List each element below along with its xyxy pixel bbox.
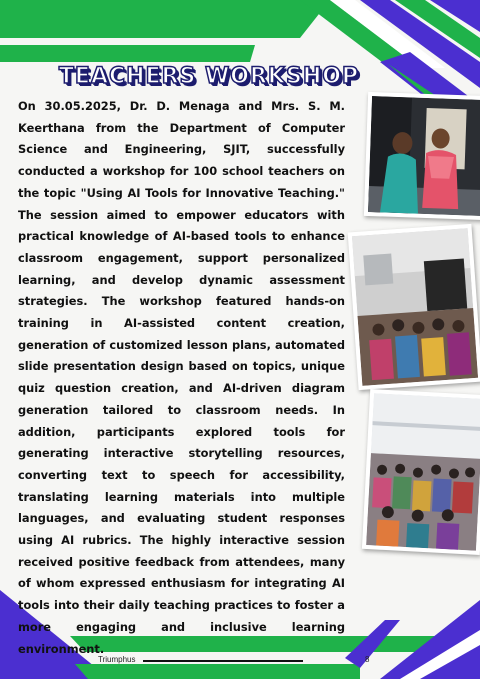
top-green-band bbox=[0, 0, 330, 38]
page-title: TEACHERS WORKSHOP bbox=[58, 64, 360, 89]
top-green-band-lower bbox=[0, 45, 255, 62]
bottom-green-strip bbox=[75, 664, 360, 679]
photo-audience bbox=[362, 389, 480, 555]
article-body: On 30.05.2025, Dr. D. Menaga and Mrs. S. M. Keerthana from the Department of Computer Science and Engineering, SJIT, successfully conducted a workshop for 100 school teachers on the topic "Using AI Tools for Innovative Teaching." The session aimed to empower educators with practical knowledge of AI-based tools to enhance classroom engagement, support personalized learning, and develop dynamic assessment strategies. The workshop featured hands-on training in AI-assisted content creation, generation of customized lesson plans, automated slide presentation design based on topics, unique quiz question creation, and AI-driven diagram generation tailored to classroom needs. In addition, participants explored tools for generating interactive storytelling resources, converting text to speech for accessibility, translating learning materials into multiple languages, and evaluating student responses using AI rubrics. The highly interactive session received positive feedback from attendees, many of whom expressed enthusiasm for integrating AI tools into their daily teaching practices to foster a more engaging and inclusive learning environment. bbox=[18, 99, 345, 656]
page-number: 8 bbox=[365, 655, 370, 664]
photo-speakers bbox=[364, 92, 480, 220]
footer-label: Triumphus bbox=[98, 655, 136, 664]
photo-classroom-front bbox=[348, 224, 480, 390]
footer-divider bbox=[143, 660, 303, 662]
